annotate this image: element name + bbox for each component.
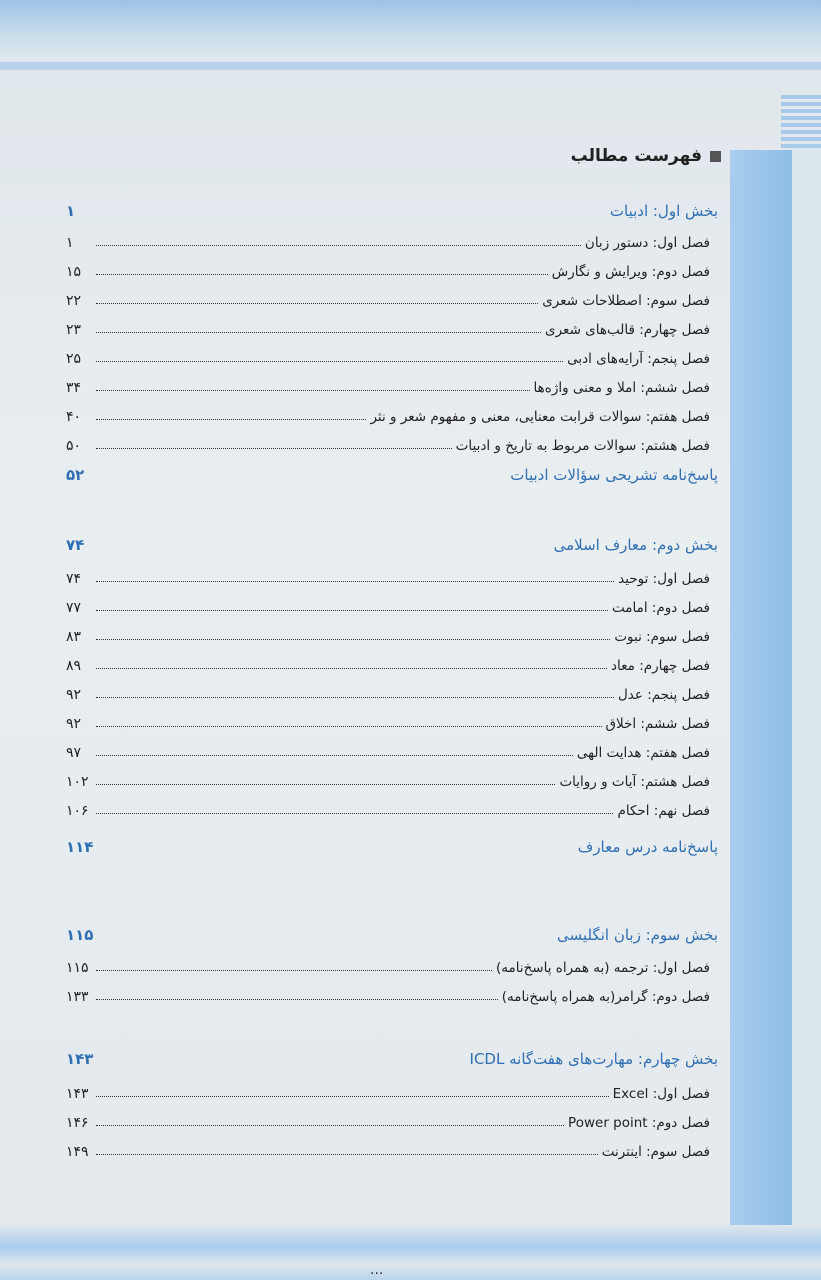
toc-title-text: فهرست مطالب bbox=[570, 146, 702, 166]
chapter-title: فصل هفتم: هدایت الهی bbox=[576, 745, 710, 761]
toc-entry[interactable] bbox=[66, 648, 736, 674]
toc-entry[interactable] bbox=[66, 590, 736, 616]
chapter-page: ۱ bbox=[66, 235, 74, 251]
leader-dots bbox=[96, 1124, 564, 1126]
chapter-page: ۲۳ bbox=[66, 322, 82, 338]
leader-dots bbox=[96, 273, 548, 275]
answer-key-heading[interactable] bbox=[66, 830, 718, 856]
chapter-title: فصل ششم: املا و معنی واژه‌ها bbox=[533, 380, 710, 396]
top-decorative-band bbox=[0, 0, 821, 58]
chapter-page: ۷۷ bbox=[66, 600, 82, 616]
answer-key-title: پاسخ‌نامه درس معارف bbox=[577, 838, 718, 856]
chapter-title: فصل نهم: احکام bbox=[617, 803, 710, 819]
answer-key-page: ۵۲ bbox=[66, 466, 85, 484]
chapter-title: فصل چهارم: قالب‌های شعری bbox=[545, 322, 710, 338]
section-title: بخش سوم: زبان انگلیسی bbox=[557, 926, 718, 944]
leader-dots bbox=[96, 302, 538, 304]
toc-entry[interactable] bbox=[66, 1134, 736, 1160]
chapter-page: ۹۷ bbox=[66, 745, 82, 761]
leader-dots bbox=[96, 609, 608, 611]
answer-key-title: پاسخ‌نامه تشریحی سؤالات ادبیات bbox=[510, 466, 718, 484]
toc-entry[interactable] bbox=[66, 370, 736, 396]
chapter-title: فصل دوم: ویرایش و نگارش bbox=[551, 264, 710, 280]
chapter-title: فصل سوم: اصطلاحات شعری bbox=[542, 293, 710, 309]
chapter-title: فصل ششم: اخلاق bbox=[605, 716, 710, 732]
leader-dots bbox=[96, 696, 614, 698]
toc-entry[interactable] bbox=[66, 950, 736, 976]
toc-entry[interactable] bbox=[66, 706, 736, 732]
chapter-title: فصل دوم: گرامر(به همراه پاسخ‌نامه) bbox=[501, 989, 710, 1005]
leader-dots bbox=[96, 638, 610, 640]
chapter-title: فصل هشتم: سوالات مربوط به تاریخ و ادبیات bbox=[455, 438, 710, 454]
side-margin bbox=[792, 150, 821, 1280]
square-bullet-icon bbox=[710, 151, 721, 162]
chapter-title: فصل هشتم: آیات و روایات bbox=[559, 774, 710, 790]
chapter-page: ۱۳۳ bbox=[66, 989, 89, 1005]
toc-entry[interactable] bbox=[66, 561, 736, 587]
section-title: بخش دوم: معارف اسلامی bbox=[553, 536, 718, 554]
toc-entry[interactable] bbox=[66, 1076, 736, 1102]
answer-key-page: ۱۱۴ bbox=[66, 838, 94, 856]
chapter-title: فصل اول: دستور زبان bbox=[584, 235, 710, 251]
leader-dots bbox=[96, 754, 573, 756]
chapter-page: ۲۵ bbox=[66, 351, 82, 367]
leader-dots bbox=[96, 667, 607, 669]
chapter-title: فصل دوم: امامت bbox=[612, 600, 710, 616]
chapter-title: فصل چهارم: معاد bbox=[611, 658, 710, 674]
leader-dots bbox=[96, 580, 614, 582]
chapter-title: فصل سوم: نبوت bbox=[614, 629, 710, 645]
section-title: بخش اول: ادبیات bbox=[609, 202, 718, 220]
chapter-page: ۱۵ bbox=[66, 264, 82, 280]
chapter-page: ۷۴ bbox=[66, 571, 82, 587]
chapter-title: فصل سوم: اینترنت bbox=[601, 1144, 710, 1160]
chapter-page: ۸۹ bbox=[66, 658, 82, 674]
section-heading[interactable] bbox=[66, 194, 718, 220]
leader-dots bbox=[96, 1095, 609, 1097]
leader-dots bbox=[96, 812, 613, 814]
section-page: ۱ bbox=[66, 202, 76, 220]
section-page: ۷۴ bbox=[66, 536, 85, 554]
leader-dots bbox=[96, 447, 452, 449]
chapter-page: ۱۴۹ bbox=[66, 1144, 89, 1160]
chapter-title: فصل اول: ترجمه (به همراه پاسخ‌نامه) bbox=[495, 960, 710, 976]
chapter-title: فصل اول: Excel bbox=[612, 1086, 710, 1102]
section-title: بخش چهارم: مهارت‌های هفت‌گانه ICDL bbox=[469, 1050, 718, 1068]
chapter-page: ۱۰۲ bbox=[66, 774, 89, 790]
toc-entry[interactable] bbox=[66, 1105, 736, 1131]
toc-entry[interactable] bbox=[66, 428, 736, 454]
leader-dots bbox=[96, 331, 541, 333]
toc-entry[interactable] bbox=[66, 979, 736, 1005]
toc-entry[interactable] bbox=[66, 793, 736, 819]
chapter-title: فصل هفتم: سوالات قرابت معنایی، معنی و مفهوم شعر و نثر bbox=[370, 409, 710, 425]
right-stripes-decoration bbox=[781, 95, 821, 155]
page-number: ... bbox=[370, 1262, 384, 1278]
section-page: ۱۱۵ bbox=[66, 926, 94, 944]
section-heading[interactable] bbox=[66, 918, 718, 944]
section-heading[interactable] bbox=[66, 1042, 718, 1068]
leader-dots bbox=[96, 389, 530, 391]
toc-entry[interactable] bbox=[66, 341, 736, 367]
toc-entry[interactable] bbox=[66, 735, 736, 761]
chapter-title: فصل دوم: Power point bbox=[568, 1115, 710, 1131]
chapter-page: ۱۰۶ bbox=[66, 803, 89, 819]
side-color-bar bbox=[730, 150, 792, 1240]
chapter-page: ۴۰ bbox=[66, 409, 82, 425]
chapter-page: ۲۲ bbox=[66, 293, 82, 309]
toc-entry[interactable] bbox=[66, 677, 736, 703]
chapter-page: ۸۳ bbox=[66, 629, 82, 645]
chapter-page: ۵۰ bbox=[66, 438, 82, 454]
chapter-page: ۹۲ bbox=[66, 716, 82, 732]
bottom-decorative-band bbox=[0, 1225, 821, 1280]
toc-entry[interactable] bbox=[66, 399, 736, 425]
chapter-page: ۹۲ bbox=[66, 687, 82, 703]
leader-dots bbox=[96, 1153, 598, 1155]
toc-entry[interactable] bbox=[66, 225, 736, 251]
leader-dots bbox=[96, 998, 498, 1000]
toc-entry[interactable] bbox=[66, 283, 736, 309]
toc-entry[interactable] bbox=[66, 254, 736, 280]
chapter-title: فصل پنجم: آرایه‌های ادبی bbox=[567, 351, 710, 367]
chapter-page: ۱۱۵ bbox=[66, 960, 89, 976]
answer-key-heading[interactable] bbox=[66, 458, 718, 484]
chapter-page: ۱۴۳ bbox=[66, 1086, 89, 1102]
toc-entry[interactable] bbox=[66, 619, 736, 645]
chapter-page: ۳۴ bbox=[66, 380, 82, 396]
chapter-title: فصل پنجم: عدل bbox=[618, 687, 710, 703]
toc-entry[interactable] bbox=[66, 764, 736, 790]
chapter-page: ۱۴۶ bbox=[66, 1115, 89, 1131]
leader-dots bbox=[96, 244, 581, 246]
leader-dots bbox=[96, 725, 602, 727]
leader-dots bbox=[96, 783, 555, 785]
leader-dots bbox=[96, 418, 366, 420]
leader-dots bbox=[96, 360, 563, 362]
section-page: ۱۴۳ bbox=[66, 1050, 94, 1068]
leader-dots bbox=[96, 969, 492, 971]
toc-entry[interactable] bbox=[66, 312, 736, 338]
toc-title bbox=[571, 146, 721, 166]
section-heading[interactable] bbox=[66, 528, 718, 554]
chapter-title: فصل اول: توحید bbox=[618, 571, 710, 587]
